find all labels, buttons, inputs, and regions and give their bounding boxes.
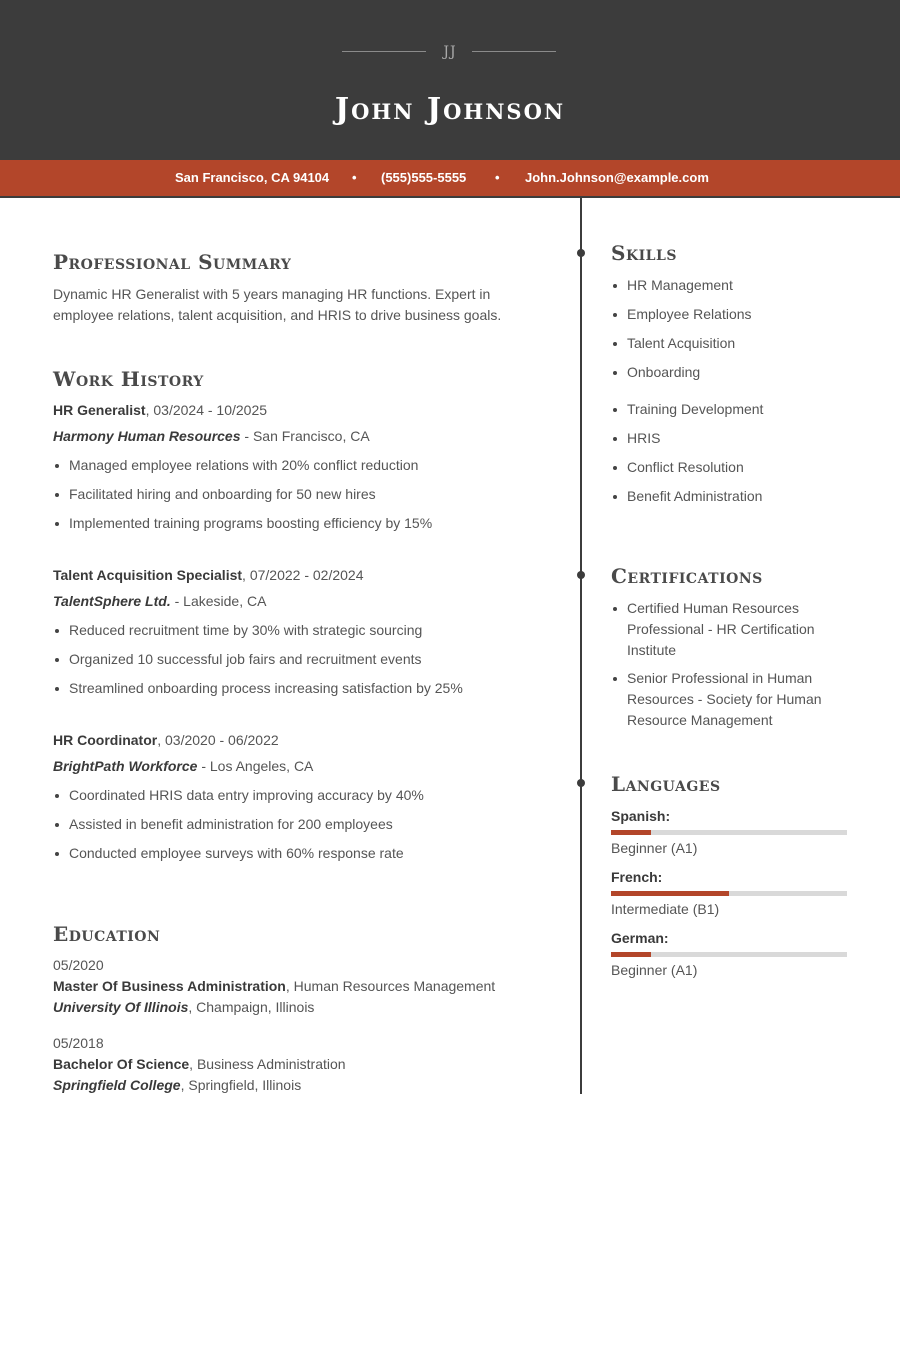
job-bullet: Facilitated hiring and onboarding for 50 new hires	[53, 484, 376, 505]
job-bullet: Streamlined onboarding process increasing satisfaction by 25%	[53, 678, 463, 699]
contact-separator: •	[495, 170, 500, 185]
certification-line: Resource Management	[627, 712, 773, 728]
skill-item: Talent Acquisition	[611, 333, 735, 354]
job-location: - Lakeside, CA	[170, 593, 267, 609]
summary-line: employee relations, talent acquisition, and HRIS to drive business goals.	[53, 307, 502, 323]
job-dates: , 03/2020 - 06/2022	[157, 732, 279, 748]
timeline-dot	[577, 249, 585, 257]
job-dates: , 03/2024 - 10/2025	[145, 402, 268, 418]
education-degree: Bachelor Of Science	[53, 1056, 190, 1072]
certification-line: Senior Professional in Human	[627, 670, 813, 686]
education-title: Education	[53, 922, 161, 946]
job-role: HR Generalist	[53, 402, 146, 418]
job-heading	[53, 565, 363, 586]
education-school: University Of Illinois	[53, 999, 189, 1015]
education-degree-line	[53, 1054, 346, 1075]
job-dates: , 07/2022 - 02/2024	[242, 567, 364, 583]
certification-line: Institute	[627, 642, 677, 658]
language-proficiency-bar	[611, 891, 847, 896]
education-degree: Master Of Business Administration	[53, 978, 286, 994]
education-degree-line	[53, 976, 495, 997]
job-company-line	[53, 756, 313, 777]
monogram: JJ	[443, 44, 457, 60]
contact-bar	[0, 160, 900, 198]
timeline-divider	[580, 198, 582, 1094]
timeline-dot	[577, 779, 585, 787]
job-location: - San Francisco, CA	[240, 428, 370, 444]
skill-item: HR Management	[611, 275, 733, 296]
job-role: HR Coordinator	[53, 732, 158, 748]
job-heading	[53, 400, 267, 421]
skill-item: Training Development	[611, 399, 763, 420]
education-date: 05/2018	[53, 1035, 104, 1051]
job-bullet: Organized 10 successful job fairs and recruitment events	[53, 649, 422, 670]
job-bullet: Implemented training programs boosting efficiency by 15%	[53, 513, 432, 534]
job-company: BrightPath Workforce	[53, 758, 198, 774]
skill-item: Onboarding	[611, 362, 700, 383]
education-field: , Business Administration	[189, 1056, 346, 1072]
skill-item: Conflict Resolution	[611, 457, 744, 478]
language-level: Beginner (A1)	[611, 962, 698, 978]
job-company-line	[53, 591, 266, 612]
skill-item: Employee Relations	[611, 304, 752, 325]
language-level: Intermediate (B1)	[611, 901, 720, 917]
resume-header	[0, 0, 900, 160]
education-school-line	[53, 997, 314, 1018]
contact-phone: (555)555-5555	[381, 170, 467, 185]
language-proficiency-fill	[611, 830, 651, 835]
job-bullet: Coordinated HRIS data entry improving accuracy by 40%	[53, 785, 424, 806]
education-place: , Champaign, Illinois	[188, 999, 315, 1015]
language-level: Beginner (A1)	[611, 840, 698, 856]
monogram-rule-right	[472, 51, 556, 52]
job-company: Harmony Human Resources	[53, 428, 241, 444]
job-bullet: Conducted employee surveys with 60% response rate	[53, 843, 404, 864]
language-name: French:	[611, 869, 663, 885]
timeline-dot	[577, 571, 585, 579]
certifications-title: Certifications	[611, 564, 763, 588]
certification-line: Professional - HR Certification	[627, 621, 815, 637]
job-company: TalentSphere Ltd.	[53, 593, 171, 609]
education-field: , Human Resources Management	[285, 978, 496, 994]
summary-title: Professional Summary	[53, 250, 292, 274]
contact-address: San Francisco, CA 94104	[175, 170, 330, 185]
candidate-name: John Johnson	[334, 92, 566, 127]
job-heading	[53, 730, 279, 751]
education-school-line	[53, 1075, 301, 1096]
skill-item: Benefit Administration	[611, 486, 762, 507]
certification-item	[611, 668, 822, 731]
skills-title: Skills	[611, 241, 677, 265]
summary-line: Dynamic HR Generalist with 5 years managing HR functions. Expert in	[53, 286, 491, 302]
contact-email[interactable]: John.Johnson@example.com	[525, 170, 709, 185]
language-name: Spanish:	[611, 808, 671, 824]
language-proficiency-bar	[611, 952, 847, 957]
language-proficiency-fill	[611, 952, 651, 957]
language-proficiency-fill	[611, 891, 729, 896]
skill-item: HRIS	[611, 428, 660, 449]
job-bullet: Managed employee relations with 20% conflict reduction	[53, 455, 418, 476]
education-school: Springfield College	[53, 1077, 181, 1093]
job-company-line	[53, 426, 370, 447]
job-role: Talent Acquisition Specialist	[53, 567, 243, 583]
contact-separator: •	[352, 170, 357, 185]
education-place: , Springfield, Illinois	[180, 1077, 302, 1093]
language-name: German:	[611, 930, 669, 946]
certification-line: Resources - Society for Human	[627, 691, 822, 707]
language-proficiency-bar	[611, 830, 847, 835]
work-history-title: Work History	[53, 367, 204, 391]
education-date: 05/2020	[53, 957, 104, 973]
languages-title: Languages	[611, 772, 721, 796]
certification-line: Certified Human Resources	[627, 600, 799, 616]
certification-item	[611, 598, 815, 661]
job-location: - Los Angeles, CA	[197, 758, 314, 774]
job-bullet: Assisted in benefit administration for 200 employees	[53, 814, 393, 835]
job-bullet: Reduced recruitment time by 30% with strategic sourcing	[53, 620, 422, 641]
